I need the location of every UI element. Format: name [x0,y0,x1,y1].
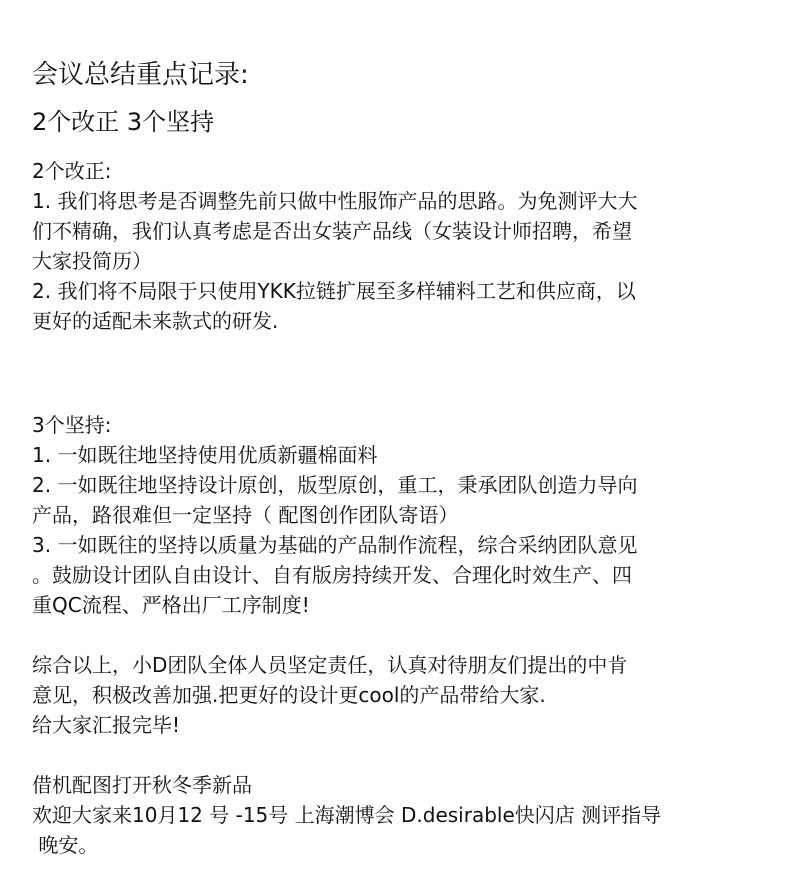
corrections-line: 1. 我们将思考是否调整先前只做中性服饰产品的思路。为免测评大大 [32,189,638,213]
corrections-heading: 2个改正: [32,159,112,183]
persistence-line: 3. 一如既往的坚持以质量为基础的产品制作流程，综合采纳团队意见 [32,533,638,557]
page-subtitle: 2个改正 3个坚持 [32,108,215,136]
corrections-section [32,156,768,336]
summary-line: 综合以上，小D团队全体人员坚定责任，认真对待朋友们提出的中肯 [32,653,628,677]
summary-line: 意见，积极改善加强.把更好的设计更cool的产品带给大家. [32,683,546,707]
section-spacer [32,336,768,392]
summary-line: 给大家汇报完毕! [32,713,181,737]
page-title: 会议总结重点记录: [32,60,249,90]
closing-line: 欢迎大家来10月12 号 -15号 上海潮博会 D.desirable快闪店 测评指导 [32,803,662,827]
closing-section [32,770,768,860]
corrections-line: 大家投简历） [32,249,152,273]
persistence-line: 重QC流程、严格出厂工序制度! [32,593,310,617]
persistence-section [32,410,768,620]
corrections-line: 们不精确，我们认真考虑是否出女装产品线（女装设计师招聘，希望 [32,219,632,243]
summary-section [32,650,768,740]
persistence-line: 。鼓励设计团队自由设计、自有版房持续开发、合理化时效生产、四 [32,563,632,587]
closing-line: 晚安。 [32,833,99,857]
corrections-line: 2. 我们将不局限于只使用YKK拉链扩展至多样辅料工艺和供应商，以 [32,279,636,303]
persistence-line: 产品，路很难但一定坚持（ 配图创作团队寄语） [32,503,459,527]
persistence-line: 2. 一如既往地坚持设计原创，版型原创，重工，秉承团队创造力导向 [32,473,638,497]
persistence-heading: 3个坚持: [32,413,112,437]
section-spacer [32,740,768,770]
closing-line: 借机配图打开秋冬季新品 [32,773,252,797]
corrections-line: 更好的适配未来款式的研发. [32,309,279,333]
section-spacer [32,620,768,650]
persistence-line: 1. 一如既往地坚持使用优质新疆棉面料 [32,443,378,467]
